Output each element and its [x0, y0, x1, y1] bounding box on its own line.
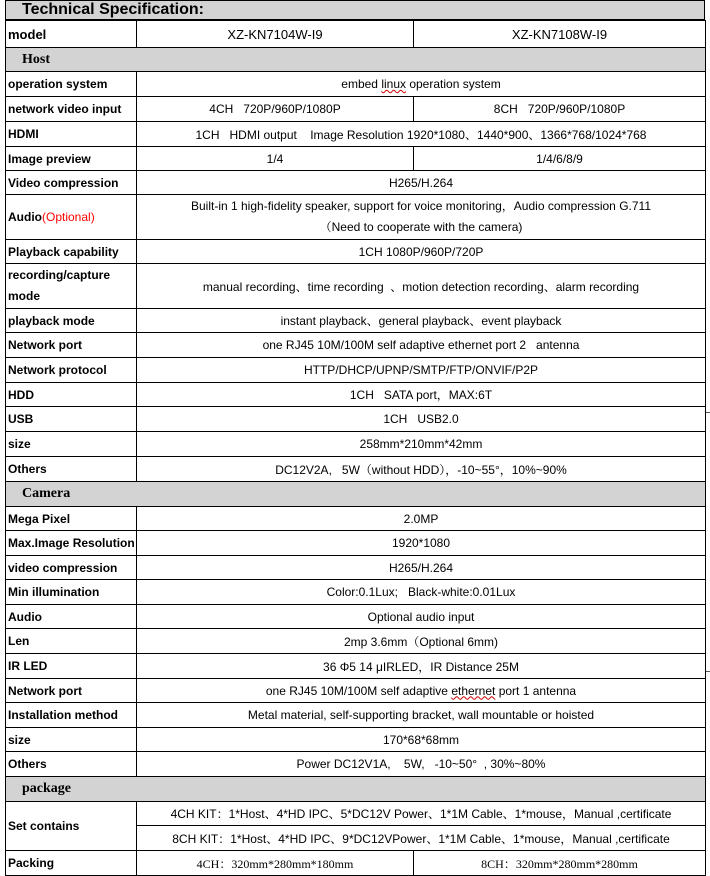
camera-others-value: Power DC12V1A, 5W, -10~50° , 30%~80% [137, 752, 706, 777]
row-network-protocol [6, 358, 706, 383]
camera-audio-value: Optional audio input [137, 605, 706, 629]
len-value: 2mp 3.6mm（Optional 6mm) [137, 629, 706, 654]
min-illumination-label: Min illumination [6, 580, 137, 605]
packing-4ch: 4CH：320mm*280mm*180mm [137, 851, 414, 876]
playback-mode-label: playback mode [6, 309, 137, 333]
hdmi-label: HDMI [6, 122, 137, 147]
edge-tick [706, 412, 710, 413]
camera-others-label: Others [6, 752, 137, 777]
video-compression-value: H265/H.264 [137, 171, 706, 195]
section-host-title: Host [6, 48, 706, 72]
min-illumination-value: Color:0.1Lux; Black-white:0.01Lux [137, 580, 706, 605]
image-preview-label: Image preview [6, 147, 137, 171]
host-others-value: DC12V2A, 5W（without HDD），-10~55°，10%~90% [137, 457, 706, 482]
section-host [6, 48, 706, 72]
section-package-title: package [6, 777, 706, 802]
audio-line-2: （Need to cooperate with the camera) [319, 220, 523, 234]
row-image-preview [6, 147, 706, 171]
row-video-compression [6, 171, 706, 195]
network-port-label: Network port [6, 333, 137, 358]
playback-capability-label: Playback capability [6, 240, 137, 264]
ir-led-label: IR LED [6, 654, 137, 679]
max-resolution-label: Max.Image Resolution [6, 531, 137, 556]
camera-network-port-label: Network port [6, 679, 137, 703]
hdmi-value: 1CH HDMI output Image Resolution 1920*1080、1440*900、1366*768/1024*768 [137, 122, 706, 147]
max-resolution-value: 1920*1080 [137, 531, 706, 556]
row-usb [6, 407, 706, 432]
audio-value [137, 195, 706, 240]
ir-led-value: 36 Φ5 14 μIRLED，IR Distance 25M [137, 654, 706, 679]
camera-video-compression-label: video compression [6, 556, 137, 580]
edge-tick [706, 671, 710, 672]
row-host-size [6, 432, 706, 457]
host-others-label: Others [6, 457, 137, 482]
row-playback-capability [6, 240, 706, 264]
row-camera-others [6, 752, 706, 777]
audio-label-text: Audio [8, 210, 42, 224]
mega-pixel-value: 2.0MP [137, 507, 706, 531]
image-preview-4ch: 1/4 [137, 147, 414, 171]
row-mega-pixel [6, 507, 706, 531]
set-contains-4ch: 4CH KIT：1*Host、4*HD IPC、5*DC12V Power、1*1M Cable、1*mouse，Manual ,certificate [137, 802, 706, 826]
audio-label [6, 195, 137, 240]
playback-capability-value: 1CH 1080P/960P/720P [137, 240, 706, 264]
row-packing [6, 851, 706, 876]
spec-table [5, 20, 706, 876]
camera-audio-label: Audio [6, 605, 137, 629]
model-label: model [6, 21, 137, 48]
camera-video-compression-value: H265/H.264 [137, 556, 706, 580]
mega-pixel-label: Mega Pixel [6, 507, 137, 531]
packing-label: Packing [6, 851, 137, 876]
recording-mode-label: recording/capture mode [6, 264, 137, 309]
row-max-resolution [6, 531, 706, 556]
host-size-label: size [6, 432, 137, 457]
recording-mode-value: manual recording、time recording 、motion detection recording、alarm recording [137, 264, 706, 309]
row-ir-led [6, 654, 706, 679]
row-model [6, 21, 706, 48]
playback-mode-value: instant playback、general playback、event playback [137, 309, 706, 333]
section-camera-title: Camera [6, 482, 706, 507]
model-8ch: XZ-KN7108W-I9 [414, 21, 706, 48]
operation-system-value: embed linux operation system [137, 72, 706, 97]
video-compression-label: Video compression [6, 171, 137, 195]
row-audio [6, 195, 706, 240]
image-preview-8ch: 1/4/6/8/9 [414, 147, 706, 171]
network-video-input-8ch: 8CH 720P/960P/1080P [414, 97, 706, 122]
len-label: Len [6, 629, 137, 654]
row-camera-video-compression [6, 556, 706, 580]
row-playback-mode [6, 309, 706, 333]
row-min-illumination [6, 580, 706, 605]
operation-system-label: operation system [6, 72, 137, 97]
row-operation-system [6, 72, 706, 97]
row-network-port [6, 333, 706, 358]
hdd-label: HDD [6, 383, 137, 407]
network-port-value: one RJ45 10M/100M self adaptive ethernet port 2 antenna [137, 333, 706, 358]
row-host-others [6, 457, 706, 482]
set-contains-label: Set contains [6, 802, 137, 851]
row-network-video-input [6, 97, 706, 122]
section-package [6, 777, 706, 802]
packing-8ch: 8CH：320mm*280mm*280mm [414, 851, 706, 876]
audio-optional-note: (Optional) [42, 210, 95, 224]
row-camera-audio [6, 605, 706, 629]
row-camera-size [6, 728, 706, 752]
network-protocol-value: HTTP/DHCP/UPNP/SMTP/FTP/ONVIF/P2P [137, 358, 706, 383]
network-video-input-4ch: 4CH 720P/960P/1080P [137, 97, 414, 122]
network-protocol-label: Network protocol [6, 358, 137, 383]
camera-size-value: 170*68*68mm [137, 728, 706, 752]
usb-label: USB [6, 407, 137, 432]
installation-value: Metal material, self-supporting bracket, wall mountable or hoisted [137, 703, 706, 728]
row-hdd [6, 383, 706, 407]
network-video-input-label: network video input [6, 97, 137, 122]
host-size-value: 258mm*210mm*42mm [137, 432, 706, 457]
row-recording-mode [6, 264, 706, 309]
row-len [6, 629, 706, 654]
row-hdmi [6, 122, 706, 147]
audio-line-1: Built-in 1 high-fidelity speaker, support for voice monitoring，Audio compression G.711 [190, 199, 651, 213]
model-4ch: XZ-KN7104W-I9 [137, 21, 414, 48]
set-contains-8ch: 8CH KIT：1*Host、4*HD IPC、9*DC12VPower、1*1M Cable、1*mouse，Manual ,certificate [137, 826, 706, 851]
section-camera [6, 482, 706, 507]
page-title: Technical Specification: [5, 0, 705, 20]
camera-size-label: size [6, 728, 137, 752]
camera-network-port-value: one RJ45 10M/100M self adaptive ethernet port 1 antenna [137, 679, 706, 703]
usb-value: 1CH USB2.0 [137, 407, 706, 432]
row-installation [6, 703, 706, 728]
installation-label: Installation method [6, 703, 137, 728]
row-camera-network-port [6, 679, 706, 703]
row-set-contains-4ch [6, 802, 706, 826]
hdd-value: 1CH SATA port，MAX:6T [137, 383, 706, 407]
